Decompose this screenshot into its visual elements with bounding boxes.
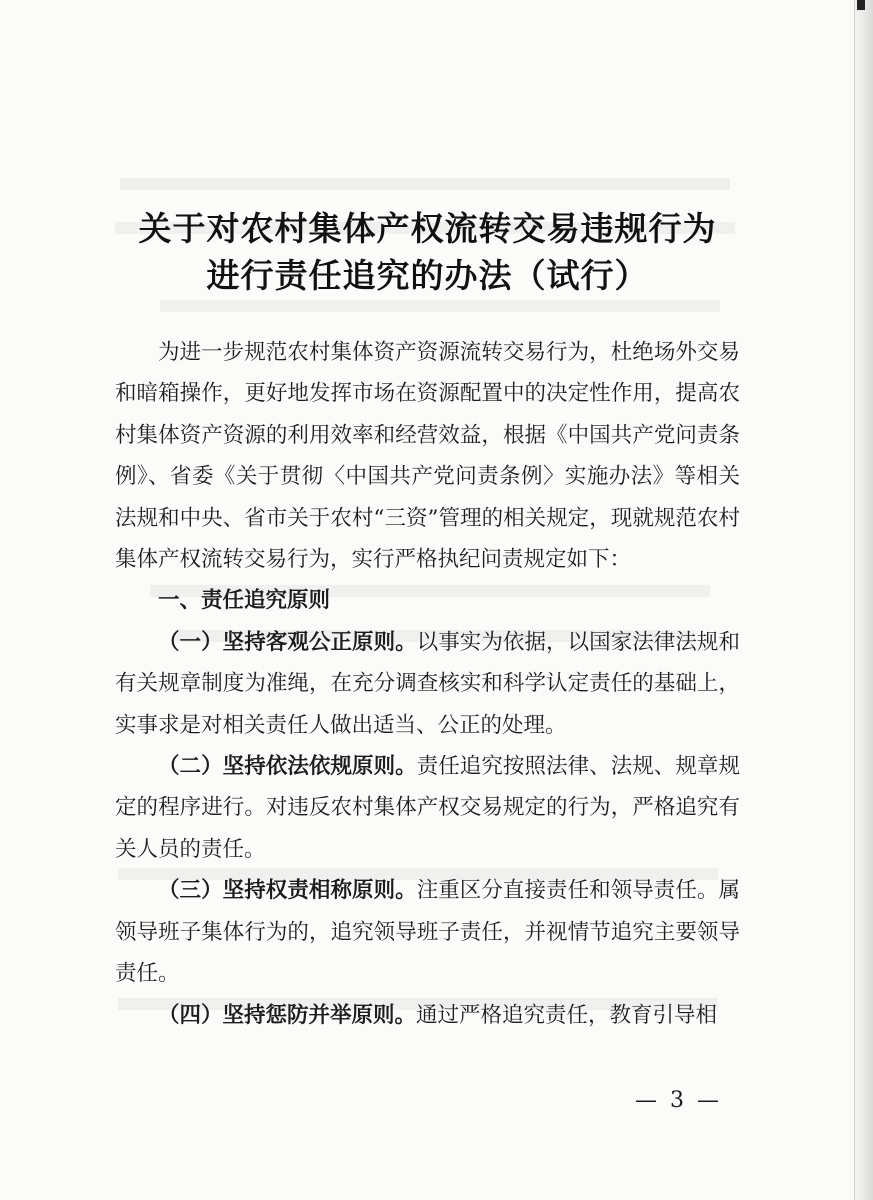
show-through-mark [160,300,720,312]
principle-text-4: 通过严格追究责任，教育引导相 [416,1002,718,1028]
section-heading: 一、责任追究原则 [158,588,331,614]
page-number: — 3 — [635,1088,722,1113]
principle-lead-2: （二）坚持依法依规原则。 [158,754,417,780]
page-edge-shadow [855,0,873,1200]
principle-paragraph-3 [115,870,740,994]
principle-text-3: 注重区分直接责任和领导责任。属领导班子集体行为的，追究领导班子责任，并视情节追究主要领导责任。 [115,878,740,987]
document-title-line-2: 进行责任追究的办法（试行） [206,256,649,295]
show-through-mark [120,178,730,190]
principle-lead-3: （三）坚持权责相称原则。 [158,878,417,904]
principle-text-2: 责任追究按照法律、法规、规章规定的程序进行。对违反农村集体产权交易规定的行为，严格追究有关人员的责任。 [115,754,740,862]
principle-paragraph-2 [115,746,740,870]
principle-text-1: 以事实为依据，以国家法律法规和有关规章制度为准绳，在充分调查核实和科学认定责任的基础上，实事求是对相关责任人做出适当、公正的处理。 [115,629,740,738]
document-title-line-1: 关于对农村集体产权流转交易违规行为 [138,209,717,248]
document-body [115,332,740,1036]
principle-lead-4: （四）坚持惩防并举原则。 [158,1002,417,1028]
principle-paragraph-1 [115,622,740,746]
scan-mark [857,0,865,10]
intro-paragraph: 为进一步规范农村集体资产资源流转交易行为，杜绝场外交易和暗箱操作，更好地发挥市场在资源配置中的决定性作用，提高农村集体资产资源的利用效率和经营效益，根据《中国共产党问责条例》、省委《关于贯彻〈中国共产党问责条例〉实施办法》等相关法规和中央、省市关于农村“三资”管理的相关规定，现就规范农村集体产权流转交易行为，实行严格执纪问责规定如下： [115,340,740,573]
principle-lead-1: （一）坚持客观公正原则。 [158,629,417,655]
principle-paragraph-4 [115,995,740,1036]
